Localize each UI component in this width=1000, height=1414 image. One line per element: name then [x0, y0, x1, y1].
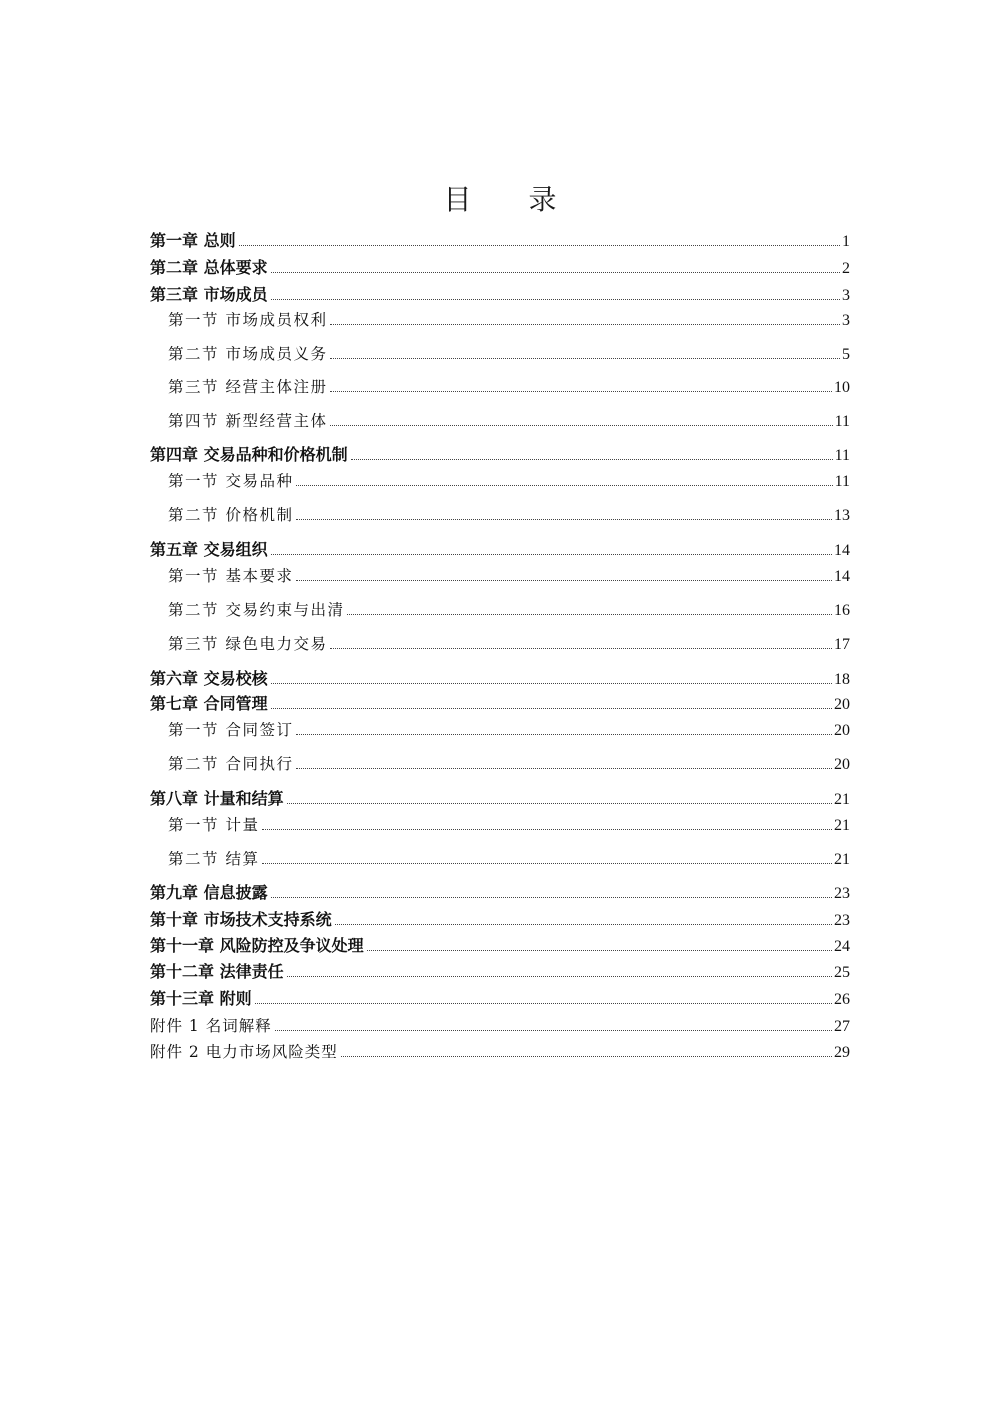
toc-entry-number: 第二章	[150, 258, 199, 277]
toc-entry-title: 市场成员	[203, 285, 268, 304]
toc-entry-title: 合同管理	[203, 694, 268, 713]
toc-entry-number: 第二节	[168, 755, 220, 773]
toc-entry-title: 绿色电力交易	[225, 635, 328, 653]
toc-entry-title: 结算	[225, 850, 260, 868]
dot-leader	[330, 324, 840, 325]
dot-leader	[330, 648, 832, 649]
toc-page-number: 23	[834, 885, 850, 902]
toc-page-number: 10	[834, 379, 850, 396]
toc-entry-title: 经营主体注册	[225, 378, 328, 396]
dot-leader	[271, 554, 832, 555]
toc-entry-chapter[interactable]	[150, 254, 850, 278]
toc-entry-title: 新型经营主体	[225, 412, 328, 430]
dot-leader	[271, 897, 832, 898]
dot-leader	[262, 863, 832, 864]
toc-entry-section[interactable]	[150, 811, 850, 835]
toc-entry-number: 第四章	[150, 445, 199, 464]
toc-entry-title: 市场技术支持系统	[203, 910, 332, 929]
toc-entry-title: 总体要求	[203, 258, 268, 277]
toc-page-number: 11	[834, 413, 850, 430]
toc-entry-title: 计量	[225, 816, 260, 834]
toc-entry-title: 信息披露	[203, 883, 268, 902]
toc-entry-section[interactable]	[150, 596, 850, 620]
toc-entry-title: 价格机制	[225, 506, 294, 524]
toc-page-number: 3	[842, 312, 850, 329]
toc-entry-number: 第二节	[168, 601, 220, 619]
toc-page-number: 14	[834, 542, 850, 559]
toc-entry-title: 交易约束与出清	[225, 601, 345, 619]
toc-entry-title: 交易品种	[225, 472, 294, 490]
toc-entry-number: 第十二章	[150, 962, 215, 981]
toc-page-number: 24	[834, 938, 850, 955]
toc-entry-chapter[interactable]	[150, 441, 850, 465]
toc-entry-title: 市场成员权利	[225, 311, 328, 329]
toc-entry-chapter[interactable]	[150, 690, 850, 714]
dot-leader	[367, 950, 832, 951]
toc-page-number: 20	[834, 722, 850, 739]
dot-leader	[351, 459, 833, 460]
toc-entry-appendix[interactable]	[150, 1012, 850, 1036]
toc-entry-number: 第十一章	[150, 936, 215, 955]
toc-entry-chapter[interactable]	[150, 281, 850, 305]
toc-entry-number: 附件 2	[150, 1043, 200, 1061]
toc-entry-number: 第一章	[150, 231, 199, 250]
toc-entry-number: 第七章	[150, 694, 199, 713]
toc-entry-title: 合同签订	[225, 721, 294, 739]
toc-entry-appendix[interactable]	[150, 1038, 850, 1062]
toc-page-number: 2	[842, 260, 850, 277]
toc-entry-chapter[interactable]	[150, 906, 850, 930]
toc-page-number: 27	[834, 1018, 850, 1035]
toc-page-number: 23	[834, 912, 850, 929]
toc-entry-number: 第三节	[168, 635, 220, 653]
toc-entry-section[interactable]	[150, 716, 850, 740]
toc-entry-title: 计量和结算	[203, 789, 284, 808]
dot-leader	[287, 976, 832, 977]
dot-leader	[287, 803, 832, 804]
toc-page-number: 13	[834, 507, 850, 524]
toc-entry-title: 名词解释	[205, 1017, 272, 1035]
toc-entry-chapter[interactable]	[150, 227, 850, 251]
toc-entry-number: 第三章	[150, 285, 199, 304]
toc-entry-title: 电力市场风险类型	[205, 1043, 338, 1061]
dot-leader	[271, 299, 840, 300]
toc-entry-section[interactable]	[150, 340, 850, 364]
toc-entry-number: 第一节	[168, 567, 220, 585]
toc-entry-chapter[interactable]	[150, 536, 850, 560]
toc-entry-number: 第十三章	[150, 989, 215, 1008]
toc-entry-section[interactable]	[150, 373, 850, 397]
toc-entry-number: 第二节	[168, 850, 220, 868]
toc-page-number: 26	[834, 991, 850, 1008]
toc-entry-number: 第六章	[150, 669, 199, 688]
toc-entry-number: 第十章	[150, 910, 199, 929]
toc-page-number: 5	[842, 346, 850, 363]
toc-entry-number: 第四节	[168, 412, 220, 430]
toc-page-number: 20	[834, 756, 850, 773]
dot-leader	[296, 580, 832, 581]
toc-page-number: 21	[834, 851, 850, 868]
toc-page-number: 16	[834, 602, 850, 619]
toc-entry-chapter[interactable]	[150, 932, 850, 956]
toc-page-number: 14	[834, 568, 850, 585]
toc-entry-number: 第五章	[150, 540, 199, 559]
toc-entry-title: 风险防控及争议处理	[219, 936, 364, 955]
toc-entry-number: 第一节	[168, 311, 220, 329]
toc-page-number: 18	[834, 671, 850, 688]
toc-entry-section[interactable]	[150, 467, 850, 491]
toc-entry-title: 合同执行	[225, 755, 294, 773]
toc-entry-title: 附则	[219, 989, 252, 1008]
toc-entry-number: 第一节	[168, 472, 220, 490]
toc-entry-number: 第三节	[168, 378, 220, 396]
toc-page-number: 17	[834, 636, 850, 653]
toc-entry-number: 第一节	[168, 816, 220, 834]
toc-entry-number: 第二节	[168, 506, 220, 524]
toc-entry-section[interactable]	[150, 630, 850, 654]
dot-leader	[239, 245, 840, 246]
toc-entry-section[interactable]	[150, 750, 850, 774]
toc-entry-chapter[interactable]	[150, 879, 850, 903]
toc-entry-section[interactable]	[150, 845, 850, 869]
toc-entry-number: 第一节	[168, 721, 220, 739]
toc-entry-number: 第八章	[150, 789, 199, 808]
toc-entry-number: 第九章	[150, 883, 199, 902]
toc-entry-chapter[interactable]	[150, 958, 850, 982]
toc-page-number: 20	[834, 696, 850, 713]
dot-leader	[330, 425, 832, 426]
toc-entry-section[interactable]	[150, 306, 850, 330]
toc-page-number: 1	[842, 233, 850, 250]
dot-leader	[330, 358, 840, 359]
toc-page-number: 11	[834, 473, 850, 490]
toc-page-number: 3	[842, 287, 850, 304]
toc-title: 目 录	[443, 183, 581, 216]
dot-leader	[275, 1030, 832, 1031]
toc-entry-title: 基本要求	[225, 567, 294, 585]
toc-entry-chapter[interactable]	[150, 785, 850, 809]
toc-page-number: 25	[834, 964, 850, 981]
toc-page-number: 11	[834, 447, 850, 464]
dot-leader	[330, 391, 832, 392]
dot-leader	[255, 1003, 832, 1004]
toc-entry-title: 总则	[203, 231, 236, 250]
toc-page-number: 29	[834, 1044, 850, 1061]
dot-leader	[296, 734, 832, 735]
dot-leader	[296, 485, 832, 486]
toc-entry-title: 市场成员义务	[225, 345, 328, 363]
toc-entry-title: 交易校核	[203, 669, 268, 688]
dot-leader	[271, 683, 832, 684]
toc-entry-title: 交易组织	[203, 540, 268, 559]
toc-entry-number: 附件 1	[150, 1017, 200, 1035]
toc-page-number: 21	[834, 817, 850, 834]
dot-leader	[271, 272, 840, 273]
dot-leader	[347, 614, 832, 615]
toc-entry-number: 第二节	[168, 345, 220, 363]
toc-entry-section[interactable]	[150, 501, 850, 525]
toc-entry-chapter[interactable]	[150, 665, 850, 689]
dot-leader	[296, 768, 832, 769]
toc-entry-title: 法律责任	[219, 962, 284, 981]
dot-leader	[271, 708, 832, 709]
toc-page-number: 21	[834, 791, 850, 808]
dot-leader	[341, 1056, 832, 1057]
toc-entry-section[interactable]	[150, 562, 850, 586]
dot-leader	[262, 829, 832, 830]
toc-entry-title: 交易品种和价格机制	[203, 445, 348, 464]
dot-leader	[335, 924, 832, 925]
toc-entry-section[interactable]	[150, 407, 850, 431]
dot-leader	[296, 519, 832, 520]
toc-entry-chapter[interactable]	[150, 985, 850, 1009]
